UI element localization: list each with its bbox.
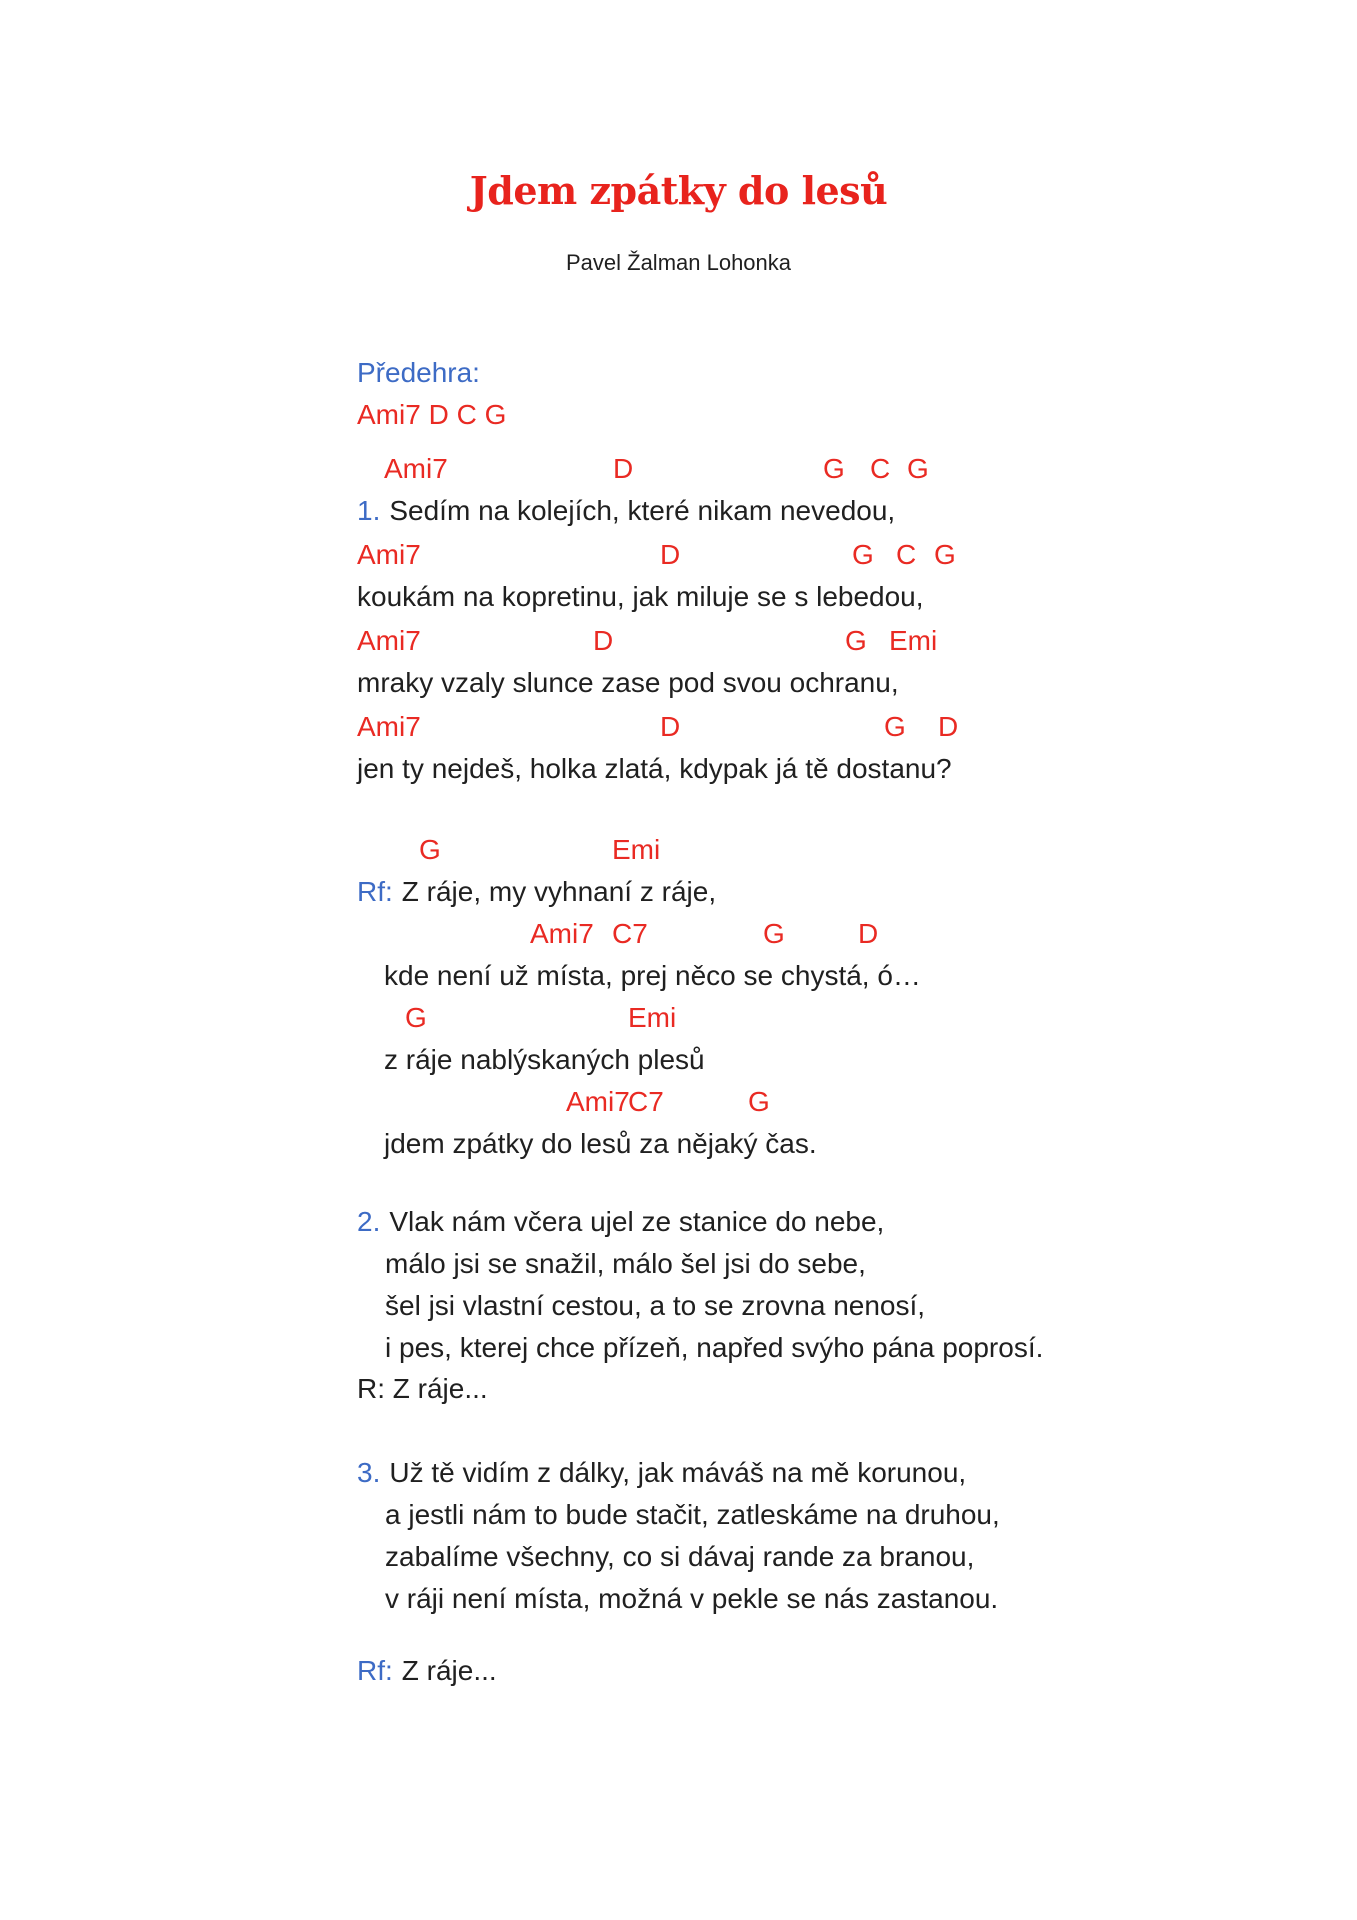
refrain-label: Rf: xyxy=(357,876,393,907)
chord: G xyxy=(845,625,867,656)
chord: Ami7 xyxy=(357,711,421,742)
chord-line xyxy=(357,913,1077,955)
chord: G xyxy=(748,1086,770,1117)
lyric-line xyxy=(357,1452,1077,1494)
chord-line xyxy=(357,997,1077,1039)
chord-lyric-pair xyxy=(357,448,1077,532)
lyric-line xyxy=(357,490,1077,532)
chord-lyric-pair xyxy=(357,1081,1077,1165)
chord: Emi xyxy=(612,834,661,865)
lyric-line xyxy=(357,1201,1077,1243)
lyric-line: a jestli nám to bude stačit, zatleskáme na druhou, xyxy=(385,1499,1000,1530)
chord: D xyxy=(858,918,879,949)
intro-label: Předehra: xyxy=(357,357,480,388)
lyric-line: v ráji není místa, možná v pekle se nás zastanou. xyxy=(385,1583,999,1614)
chord: G xyxy=(852,539,874,570)
lyric-line xyxy=(357,871,1077,913)
chord: Ami7 xyxy=(530,918,594,949)
chord: Emi xyxy=(628,1002,677,1033)
chord-lyric-pair xyxy=(357,829,1077,913)
chord: Ami7 xyxy=(357,625,421,656)
verse-number: 3. xyxy=(357,1457,381,1488)
chord: G xyxy=(405,1002,427,1033)
lyric-line: mraky vzaly slunce zase pod svou ochranu, xyxy=(357,667,899,698)
chord: D xyxy=(660,539,681,570)
lyric-line: málo jsi se snažil, málo šel jsi do sebe, xyxy=(385,1248,866,1279)
chord: Ami7 xyxy=(566,1086,630,1117)
chord-lyric-pair xyxy=(357,913,1077,997)
chord-line xyxy=(357,448,1077,490)
lyric-text: Sedím na kolejích, které nikam nevedou, xyxy=(389,495,896,526)
chord-line xyxy=(357,706,1077,748)
chord-lyric-pair xyxy=(357,997,1077,1081)
chord: G xyxy=(884,711,906,742)
chord: G xyxy=(907,453,929,484)
verse-2 xyxy=(357,1201,1077,1369)
chord-lyric-pair xyxy=(357,534,1077,618)
lyric-line: zabalíme všechny, co si dávaj rande za branou, xyxy=(385,1541,975,1572)
chord: G xyxy=(823,453,845,484)
lyric-line: koukám na kopretinu, jak miluje se s lebedou, xyxy=(357,581,924,612)
chord: C7 xyxy=(612,918,648,949)
lyric-line: jdem zpátky do lesů za nějaký čas. xyxy=(384,1128,817,1159)
lyric-line: z ráje nablýskaných plesů xyxy=(384,1044,705,1075)
page-title: Jdem zpátky do lesů xyxy=(469,168,888,213)
chord: C7 xyxy=(628,1086,664,1117)
chord-line xyxy=(357,620,1077,662)
chord: Emi xyxy=(889,625,938,656)
refrain-label: Rf: xyxy=(357,1655,393,1686)
chord: C xyxy=(870,453,891,484)
verse-number: 1. xyxy=(357,495,381,526)
lyric-line: jen ty nejdeš, holka zlatá, kdypak já tě dostanu? xyxy=(357,753,952,784)
chord: D xyxy=(593,625,614,656)
lyric-line: kde není už místa, prej něco se chystá, ó… xyxy=(384,960,921,991)
lyric-line: i pes, kterej chce přízeň, napřed svýho pána poprosí. xyxy=(385,1332,1044,1363)
lyric-text: Z ráje, my vyhnaní z ráje, xyxy=(401,876,717,907)
lyric-text: Už tě vidím z dálky, jak máváš na mě korunou, xyxy=(389,1457,967,1488)
chord: G xyxy=(419,834,441,865)
chord-lyric-pair xyxy=(357,706,1077,790)
lyric-line: šel jsi vlastní cestou, a to se zrovna nenosí, xyxy=(385,1290,926,1321)
refrain-repeat-2 xyxy=(357,1650,1077,1692)
chord: D xyxy=(938,711,959,742)
intro-section xyxy=(357,352,1077,436)
song-author: Pavel Žalman Lohonka xyxy=(565,250,792,275)
chord: Ami7 xyxy=(384,453,448,484)
chord: D xyxy=(613,453,634,484)
chord-line xyxy=(357,829,1077,871)
chord: D xyxy=(660,711,681,742)
lyric-text: Z ráje... xyxy=(401,1655,497,1686)
lyric-text: Vlak nám včera ujel ze stanice do nebe, xyxy=(389,1206,885,1237)
chord: Ami7 xyxy=(357,539,421,570)
verse-1 xyxy=(357,448,1077,792)
chord: G xyxy=(763,918,785,949)
refrain-section xyxy=(357,829,1077,1165)
refrain-repeat-1: R: Z ráje... xyxy=(357,1373,488,1404)
chord-line xyxy=(357,534,1077,576)
verse-3 xyxy=(357,1452,1077,1620)
chord-lyric-pair xyxy=(357,620,1077,704)
chord: G xyxy=(934,539,956,570)
intro-chords: Ami7 D C G xyxy=(357,399,507,430)
verse-number: 2. xyxy=(357,1206,381,1237)
chord: C xyxy=(896,539,917,570)
chord-line xyxy=(357,1081,1077,1123)
